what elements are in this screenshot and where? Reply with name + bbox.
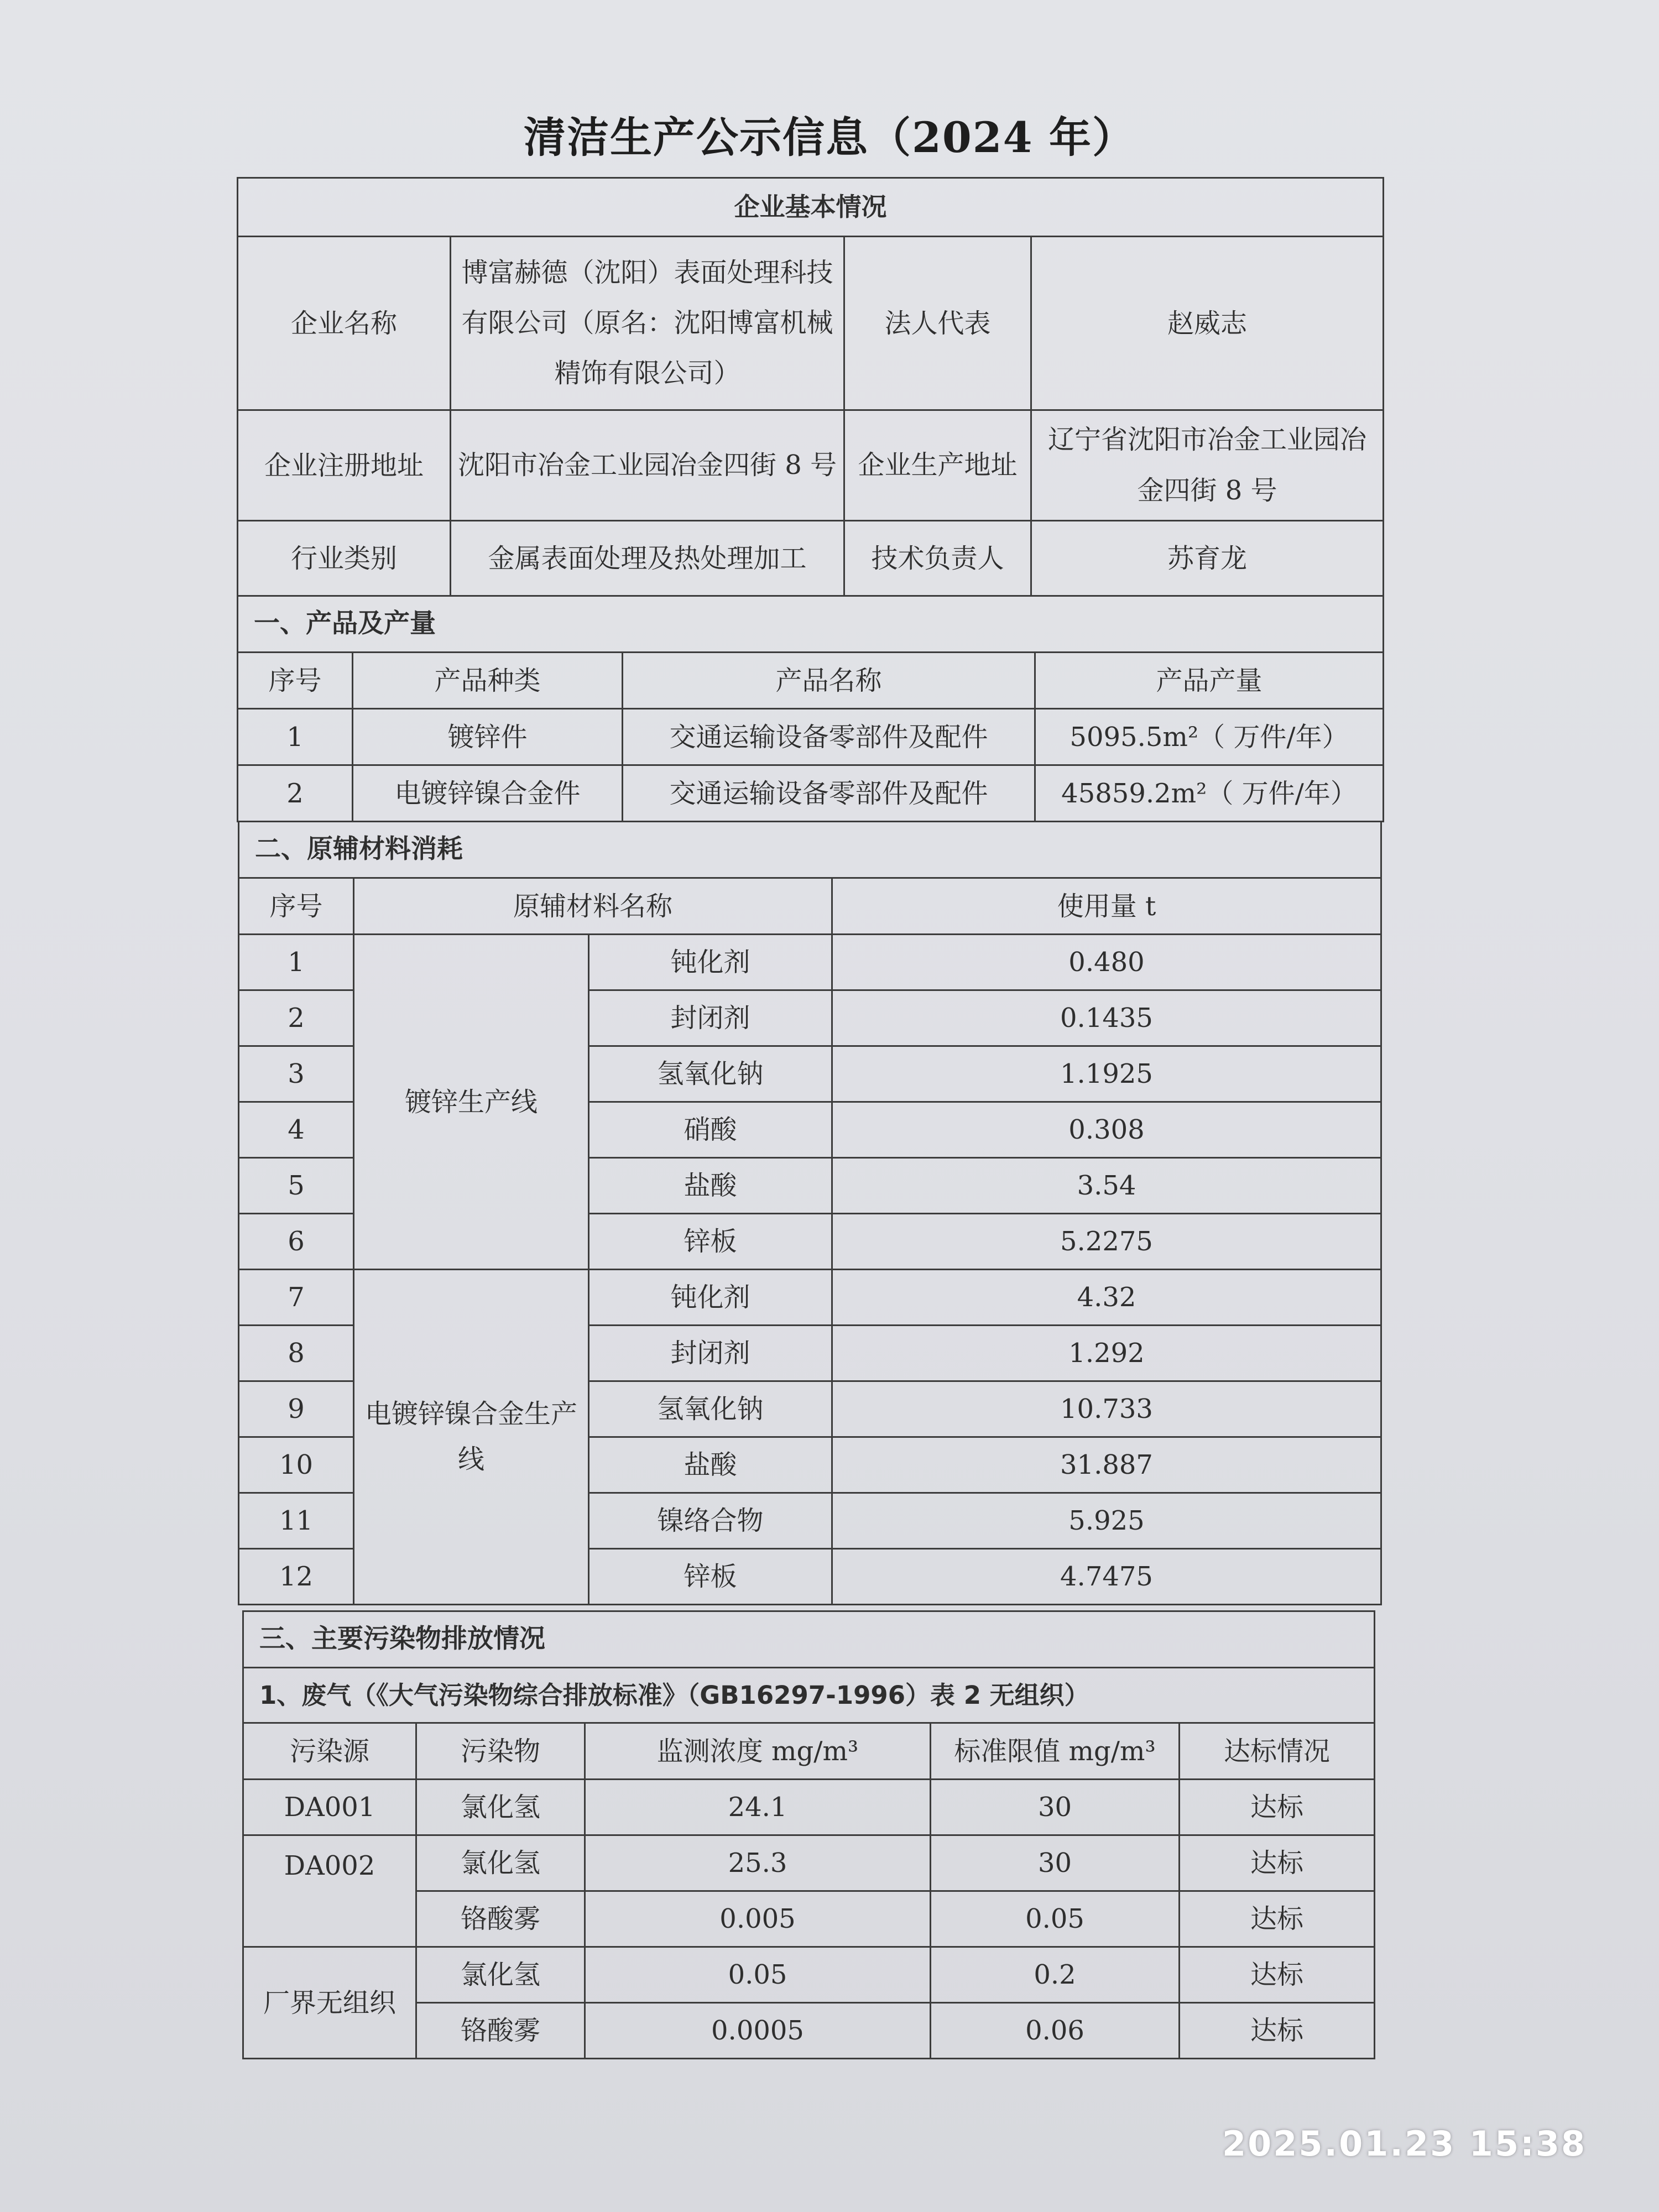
pollutant-name: 氯化氢	[416, 1947, 585, 2003]
material-qty: 1.292	[832, 1326, 1381, 1381]
material-no: 8	[239, 1326, 354, 1381]
pollutant-conc: 24.1	[585, 1780, 931, 1835]
table-row	[243, 1780, 1375, 1835]
product-name: 交通运输设备零部件及配件	[623, 765, 1035, 822]
material-no: 4	[239, 1102, 354, 1158]
material-qty: 4.7475	[832, 1549, 1381, 1605]
product-output: 5095.5m²（ 万件/年）	[1035, 709, 1384, 765]
materials-table	[238, 821, 1382, 1605]
pollutant-conc: 0.005	[585, 1891, 931, 1947]
pollutants-table	[242, 1610, 1375, 2059]
material-name: 氢氧化钠	[589, 1046, 832, 1102]
table-row	[243, 1947, 1375, 2003]
products-header-kind: 产品种类	[353, 653, 623, 709]
material-qty: 10.733	[832, 1381, 1381, 1437]
waste-gas-subsection-title: 1、废气（《大气污染物综合排放标准》（GB16297-1996）表 2 无组织）	[243, 1668, 1375, 1723]
pollutant-limit: 30	[931, 1780, 1180, 1835]
material-name: 封闭剂	[589, 1326, 832, 1381]
pollutant-name: 铬酸雾	[416, 1891, 585, 1947]
pollutant-conc: 0.05	[585, 1947, 931, 2003]
material-no: 2	[239, 990, 354, 1046]
pollutants-header-status: 达标情况	[1180, 1723, 1375, 1780]
pollutant-status: 达标	[1180, 2003, 1375, 2059]
table-row	[239, 935, 1381, 990]
material-name: 封闭剂	[589, 990, 832, 1046]
product-kind: 镀锌件	[353, 709, 623, 765]
document-title: 清洁生产公示信息（2024 年）	[524, 113, 1135, 162]
materials-header-no: 序号	[239, 878, 354, 935]
reg-address-value: 沈阳市冶金工业园冶金四街 8 号	[451, 410, 844, 521]
material-qty: 0.480	[832, 935, 1381, 990]
material-name: 氢氧化钠	[589, 1381, 832, 1437]
industry-label: 行业类别	[238, 521, 451, 596]
materials-section-title: 二、原辅材料消耗	[239, 822, 1381, 878]
material-name: 硝酸	[589, 1102, 832, 1158]
pollutant-name: 氯化氢	[416, 1780, 585, 1835]
pollutant-status: 达标	[1180, 1780, 1375, 1835]
material-name: 盐酸	[589, 1158, 832, 1214]
pollutant-limit: 0.06	[931, 2003, 1180, 2059]
pollutant-limit: 0.2	[931, 1947, 1180, 2003]
material-qty: 5.2275	[832, 1214, 1381, 1270]
pollutants-header-limit: 标准限值 mg/m³	[931, 1723, 1180, 1780]
material-no: 12	[239, 1549, 354, 1605]
material-name: 锌板	[589, 1214, 832, 1270]
material-no: 7	[239, 1270, 354, 1326]
products-header-name: 产品名称	[623, 653, 1035, 709]
basic-info-header: 企业基本情况	[238, 178, 1384, 237]
material-name: 钝化剂	[589, 935, 832, 990]
legal-rep-value: 赵威志	[1031, 237, 1384, 410]
material-name: 镍络合物	[589, 1493, 832, 1549]
emission-source: 厂界无组织	[243, 1947, 416, 2059]
pollutant-status: 达标	[1180, 1835, 1375, 1891]
pollutants-header-source: 污染源	[243, 1723, 416, 1780]
tech-lead-value: 苏育龙	[1031, 521, 1384, 596]
product-name: 交通运输设备零部件及配件	[623, 709, 1035, 765]
reg-address-label: 企业注册地址	[238, 410, 451, 521]
products-section-title: 一、产品及产量	[238, 596, 1384, 653]
material-no: 10	[239, 1437, 354, 1493]
company-name-label: 企业名称	[238, 237, 451, 410]
table-row	[239, 1270, 1381, 1326]
legal-rep-label: 法人代表	[844, 237, 1031, 410]
material-qty: 3.54	[832, 1158, 1381, 1214]
pollutant-status: 达标	[1180, 1891, 1375, 1947]
materials-header-qty: 使用量 t	[832, 878, 1381, 935]
basic-info-table	[237, 177, 1384, 597]
material-no: 1	[239, 935, 354, 990]
industry-value: 金属表面处理及热处理加工	[451, 521, 844, 596]
prod-address-label: 企业生产地址	[844, 410, 1031, 521]
material-no: 6	[239, 1214, 354, 1270]
prod-address-value: 辽宁省沈阳市冶金工业园冶金四街 8 号	[1031, 410, 1384, 521]
pollutant-name: 氯化氢	[416, 1835, 585, 1891]
material-name: 盐酸	[589, 1437, 832, 1493]
material-no: 11	[239, 1493, 354, 1549]
pollutants-section-title: 三、主要污染物排放情况	[243, 1611, 1375, 1668]
pollutant-conc: 0.0005	[585, 2003, 931, 2059]
material-qty: 0.1435	[832, 990, 1381, 1046]
pollutant-limit: 30	[931, 1835, 1180, 1891]
material-qty: 0.308	[832, 1102, 1381, 1158]
material-qty: 5.925	[832, 1493, 1381, 1549]
material-qty: 4.32	[832, 1270, 1381, 1326]
material-qty: 31.887	[832, 1437, 1381, 1493]
material-no: 9	[239, 1381, 354, 1437]
pollutant-status: 达标	[1180, 1947, 1375, 2003]
pollutants-header-conc: 监测浓度 mg/m³	[585, 1723, 931, 1780]
production-line-zinc-nickel: 电镀锌镍合金生产线	[354, 1270, 589, 1605]
products-header-output: 产品产量	[1035, 653, 1384, 709]
product-kind: 电镀锌镍合金件	[353, 765, 623, 822]
material-no: 5	[239, 1158, 354, 1214]
tech-lead-label: 技术负责人	[844, 521, 1031, 596]
pollutant-name: 铬酸雾	[416, 2003, 585, 2059]
material-name: 锌板	[589, 1549, 832, 1605]
materials-header-name: 原辅材料名称	[354, 878, 832, 935]
table-row	[243, 1835, 1375, 1891]
company-name-value: 博富赫德（沈阳）表面处理科技有限公司（原名：沈阳博富机械精饰有限公司）	[451, 237, 844, 410]
production-line-zinc: 镀锌生产线	[354, 935, 589, 1270]
table-row	[238, 765, 1384, 822]
material-name: 钝化剂	[589, 1270, 832, 1326]
products-table	[237, 595, 1384, 822]
table-row	[238, 709, 1384, 765]
product-no: 1	[238, 709, 353, 765]
product-output: 45859.2m²（ 万件/年）	[1035, 765, 1384, 822]
pollutant-conc: 25.3	[585, 1835, 931, 1891]
photo-timestamp: 2025.01.23 15:38	[1222, 2124, 1587, 2164]
emission-source: DA002	[243, 1835, 416, 1947]
material-qty: 1.1925	[832, 1046, 1381, 1102]
material-no: 3	[239, 1046, 354, 1102]
pollutant-limit: 0.05	[931, 1891, 1180, 1947]
emission-source: DA001	[243, 1780, 416, 1835]
pollutants-header-pollutant: 污染物	[416, 1723, 585, 1780]
product-no: 2	[238, 765, 353, 822]
products-header-no: 序号	[238, 653, 353, 709]
